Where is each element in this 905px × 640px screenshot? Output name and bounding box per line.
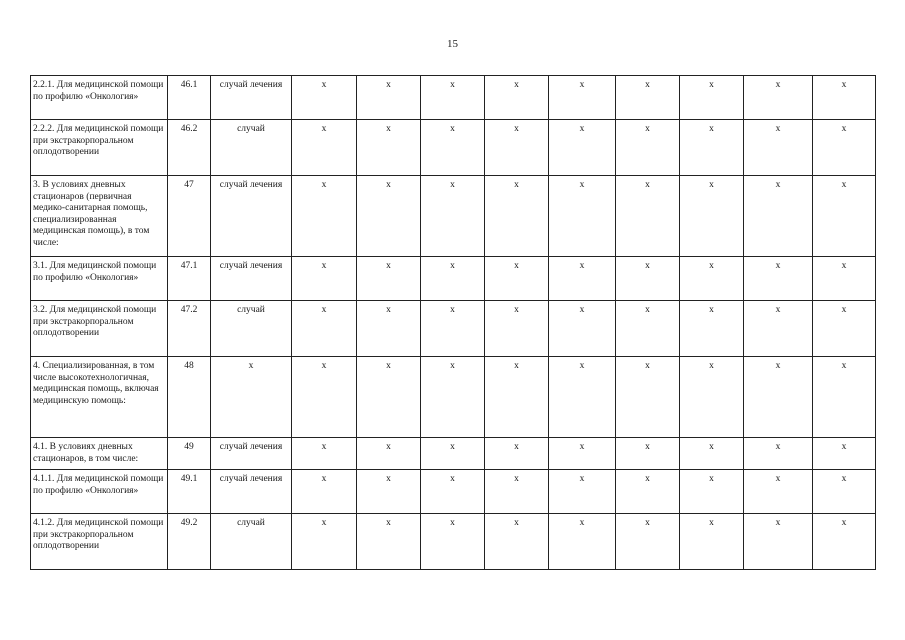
value-cell: х xyxy=(485,301,549,357)
value-cell: х xyxy=(421,357,485,438)
table-row xyxy=(31,257,876,301)
value-cell: х xyxy=(421,470,485,514)
value-cell: х xyxy=(292,120,357,176)
value-cell: х xyxy=(813,438,876,470)
value-cell: х xyxy=(421,176,485,257)
value-cell: х xyxy=(357,438,421,470)
value-cell: х xyxy=(357,120,421,176)
value-cell: х xyxy=(680,76,744,120)
value-cell: х xyxy=(680,257,744,301)
value-cell: х xyxy=(616,76,680,120)
value-cell: х xyxy=(616,514,680,570)
row-unit-cell: случай лечения xyxy=(211,176,292,257)
value-cell: х xyxy=(292,438,357,470)
value-cell: х xyxy=(744,357,813,438)
value-cell: х xyxy=(357,514,421,570)
value-cell: х xyxy=(292,176,357,257)
value-cell: х xyxy=(813,470,876,514)
value-cell: х xyxy=(680,176,744,257)
value-cell: х xyxy=(357,357,421,438)
value-cell: х xyxy=(549,514,616,570)
table-row xyxy=(31,301,876,357)
value-cell: х xyxy=(357,470,421,514)
value-cell: х xyxy=(680,438,744,470)
value-cell: х xyxy=(292,76,357,120)
row-name-cell: 3. В условиях дневных стационаров (первичная медико-санитарная помощь, специализированная медицинская помощь), в том числе: xyxy=(31,176,168,257)
value-cell: х xyxy=(616,470,680,514)
value-cell: х xyxy=(813,514,876,570)
row-name-cell: 2.2.1. Для медицинской помощи по профилю «Онкология» xyxy=(31,76,168,120)
value-cell: х xyxy=(616,176,680,257)
row-name-cell: 4.1.1. Для медицинской помощи по профилю «Онкология» xyxy=(31,470,168,514)
value-cell: х xyxy=(616,357,680,438)
value-cell: х xyxy=(485,76,549,120)
value-cell: х xyxy=(549,76,616,120)
row-unit-cell: случай лечения xyxy=(211,257,292,301)
value-cell: х xyxy=(485,176,549,257)
value-cell: х xyxy=(744,514,813,570)
row-name-cell: 4. Специализированная, в том числе высокотехнологичная, медицинская помощь, включая медицинскую помощь: xyxy=(31,357,168,438)
value-cell: х xyxy=(292,470,357,514)
value-cell: х xyxy=(616,257,680,301)
value-cell: х xyxy=(485,438,549,470)
value-cell: х xyxy=(744,76,813,120)
value-cell: х xyxy=(421,438,485,470)
data-table xyxy=(30,75,876,570)
value-cell: х xyxy=(292,257,357,301)
value-cell: х xyxy=(813,120,876,176)
value-cell: х xyxy=(616,438,680,470)
row-unit-cell: случай лечения xyxy=(211,438,292,470)
row-name-cell: 4.1. В условиях дневных стационаров, в том числе: xyxy=(31,438,168,470)
row-unit-cell: случай xyxy=(211,301,292,357)
value-cell: х xyxy=(357,257,421,301)
value-cell: х xyxy=(421,76,485,120)
value-cell: х xyxy=(616,120,680,176)
value-cell: х xyxy=(680,301,744,357)
value-cell: х xyxy=(549,257,616,301)
value-cell: х xyxy=(813,257,876,301)
value-cell: х xyxy=(744,301,813,357)
value-cell: х xyxy=(421,514,485,570)
table-row xyxy=(31,514,876,570)
value-cell: х xyxy=(813,176,876,257)
value-cell: х xyxy=(485,257,549,301)
value-cell: х xyxy=(357,76,421,120)
row-unit-cell: случай xyxy=(211,514,292,570)
row-code-cell: 47.2 xyxy=(168,301,211,357)
value-cell: х xyxy=(292,301,357,357)
row-code-cell: 47 xyxy=(168,176,211,257)
value-cell: х xyxy=(485,357,549,438)
table-row xyxy=(31,470,876,514)
value-cell: х xyxy=(549,438,616,470)
value-cell: х xyxy=(292,357,357,438)
table-row xyxy=(31,120,876,176)
value-cell: х xyxy=(680,357,744,438)
table-row xyxy=(31,176,876,257)
table-row xyxy=(31,76,876,120)
value-cell: х xyxy=(485,514,549,570)
value-cell: х xyxy=(292,514,357,570)
value-cell: х xyxy=(744,257,813,301)
row-code-cell: 46.1 xyxy=(168,76,211,120)
value-cell: х xyxy=(813,357,876,438)
value-cell: х xyxy=(549,176,616,257)
value-cell: х xyxy=(549,301,616,357)
value-cell: х xyxy=(485,470,549,514)
value-cell: х xyxy=(549,120,616,176)
row-name-cell: 3.2. Для медицинской помощи при экстракорпоральном оплодотворении xyxy=(31,301,168,357)
value-cell: х xyxy=(485,120,549,176)
row-name-cell: 4.1.2. Для медицинской помощи при экстракорпоральном оплодотворении xyxy=(31,514,168,570)
page-number: 15 xyxy=(447,38,458,50)
table-row xyxy=(31,438,876,470)
value-cell: х xyxy=(680,514,744,570)
value-cell: х xyxy=(549,357,616,438)
table-row xyxy=(31,357,876,438)
row-code-cell: 49 xyxy=(168,438,211,470)
row-code-cell: 46.2 xyxy=(168,120,211,176)
row-unit-cell: случай xyxy=(211,120,292,176)
value-cell: х xyxy=(744,438,813,470)
value-cell: х xyxy=(421,257,485,301)
value-cell: х xyxy=(357,176,421,257)
value-cell: х xyxy=(744,120,813,176)
value-cell: х xyxy=(616,301,680,357)
value-cell: х xyxy=(421,120,485,176)
value-cell: х xyxy=(813,76,876,120)
value-cell: х xyxy=(421,301,485,357)
value-cell: х xyxy=(744,176,813,257)
value-cell: х xyxy=(744,470,813,514)
row-unit-cell: случай лечения xyxy=(211,470,292,514)
row-code-cell: 48 xyxy=(168,357,211,438)
row-code-cell: 47.1 xyxy=(168,257,211,301)
value-cell: х xyxy=(357,301,421,357)
value-cell: х xyxy=(813,301,876,357)
value-cell: х xyxy=(680,120,744,176)
row-name-cell: 2.2.2. Для медицинской помощи при экстракорпоральном оплодотворении xyxy=(31,120,168,176)
value-cell: х xyxy=(680,470,744,514)
value-cell: х xyxy=(549,470,616,514)
row-code-cell: 49.2 xyxy=(168,514,211,570)
row-code-cell: 49.1 xyxy=(168,470,211,514)
row-name-cell: 3.1. Для медицинской помощи по профилю «Онкология» xyxy=(31,257,168,301)
row-unit-cell: х xyxy=(211,357,292,438)
row-unit-cell: случай лечения xyxy=(211,76,292,120)
